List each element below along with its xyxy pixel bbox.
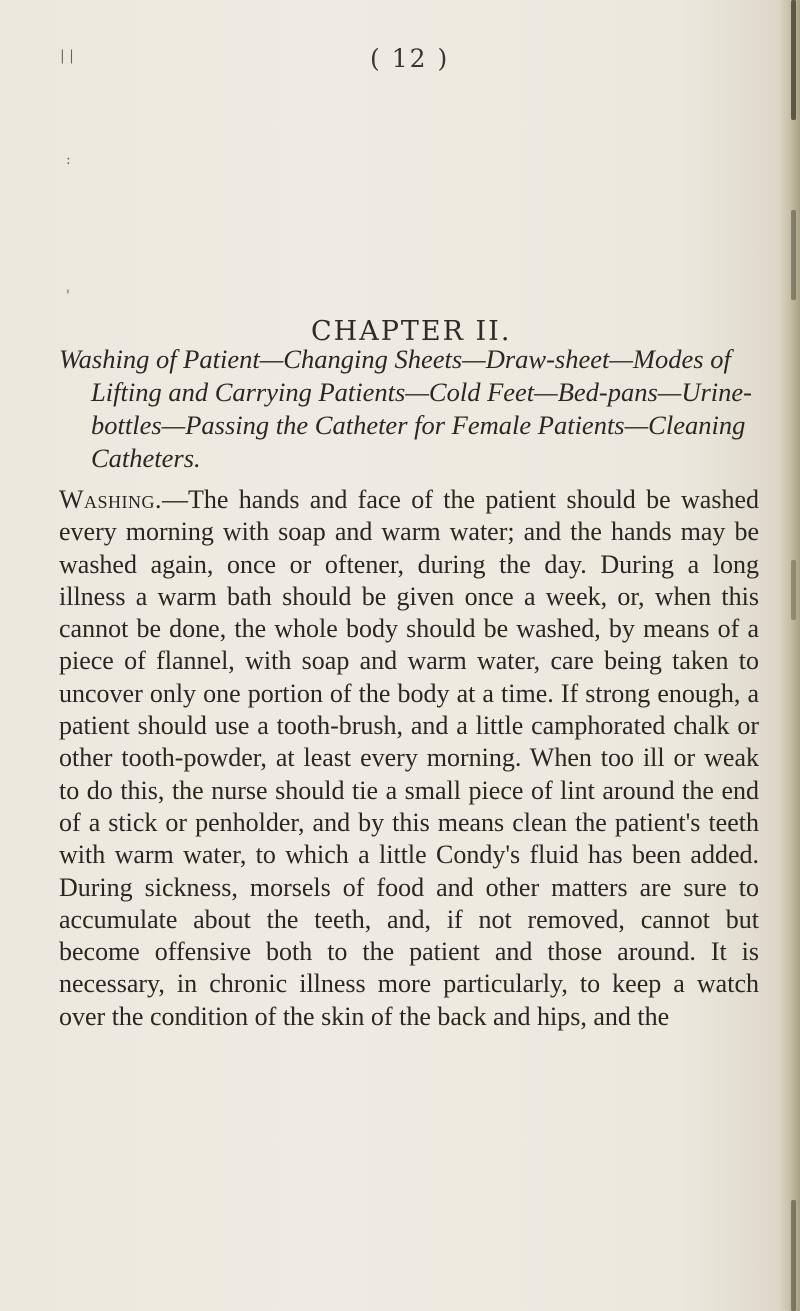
binding-mark bbox=[791, 1200, 796, 1311]
chapter-heading: CHAPTER II. bbox=[311, 316, 512, 347]
chapter-contents: Washing of Patient—Changing Sheets—Draw-sheet—Modes of Lifting and Carrying Patients—Cold Feet—Bed-pans—Urine-bottles—Passing the Catheter for Female Patients—Cleaning Catheters. bbox=[59, 344, 752, 473]
margin-speck: | | bbox=[60, 48, 74, 64]
paragraph-text: —The hands and face of the patient should be washed every morning with soap and warm water; and the hands may be washed again, once or oftener, during the day. During a long illness a warm bath should be given once a week, or, when this cannot be done, the whole body should be washed, by means of a piece of flannel, with soap and warm water, care being taken to uncover only one portion of the body at a time. If strong enough, a patient should use a tooth-brush, and a little camphorated chalk or other tooth-powder, at least every morning. When too ill or weak to do this, the nurse should tie a small piece of lint around the end of a stick or penholder, and by this means clean the patient's teeth with warm water, to which a little Condy's fluid has been added. During sickness, morsels of food and other matters are sure to accumulate about the teeth, and, if not removed, cannot but become offensive both to the patient and those around. It is necessary, in chronic illness more particularly, to keep a watch over the condition of the skin of the back and hips, and the bbox=[59, 485, 759, 1031]
page-number: ( 12 ) bbox=[370, 44, 450, 73]
binding-mark bbox=[791, 560, 796, 620]
lead-word: Washing. bbox=[59, 485, 163, 514]
margin-speck: : bbox=[66, 152, 71, 168]
binding-mark bbox=[791, 210, 796, 300]
margin-speck: ' bbox=[66, 288, 70, 304]
body-paragraph bbox=[59, 484, 759, 1033]
page-edge-shadow bbox=[778, 0, 800, 1311]
binding-mark bbox=[791, 0, 796, 120]
